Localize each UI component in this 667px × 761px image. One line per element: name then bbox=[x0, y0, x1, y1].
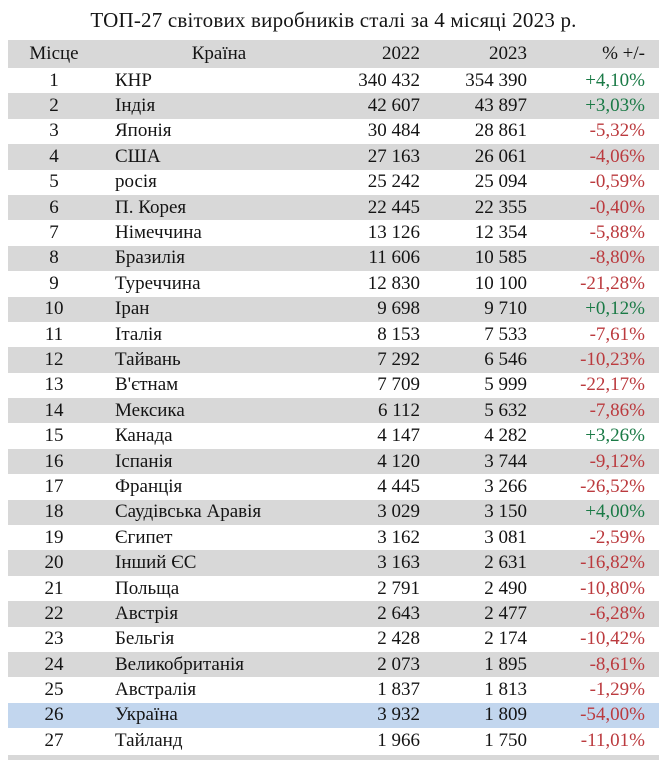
country-cell: Туреччина bbox=[115, 272, 201, 294]
value-2022-cell: 11 606 bbox=[368, 247, 420, 269]
place-cell: 23 bbox=[44, 628, 64, 650]
producers-table-wrap bbox=[8, 40, 659, 754]
percent-change-cell: -16,82% bbox=[580, 552, 645, 574]
header-row bbox=[8, 40, 659, 68]
country-cell: Мексика bbox=[115, 399, 185, 421]
country-cell: Іспанія bbox=[115, 450, 173, 472]
percent-change-cell: -9,12% bbox=[589, 450, 645, 472]
table-row bbox=[8, 170, 659, 195]
value-2022-cell: 3 029 bbox=[377, 501, 420, 523]
place-cell: 13 bbox=[44, 374, 64, 396]
column-header-place: Місце bbox=[8, 40, 100, 68]
value-2023-cell: 2 174 bbox=[484, 628, 527, 650]
place-cell: 19 bbox=[44, 526, 64, 548]
percent-change-cell: +4,10% bbox=[585, 69, 645, 91]
producers-table bbox=[8, 40, 659, 754]
country-cell: Бразилія bbox=[115, 247, 186, 269]
percent-change-cell: -5,32% bbox=[589, 120, 645, 142]
place-cell: 22 bbox=[44, 602, 64, 624]
table-row bbox=[8, 652, 659, 677]
percent-change-cell: -4,06% bbox=[589, 145, 645, 167]
value-2022-cell: 30 484 bbox=[367, 120, 420, 142]
table-row bbox=[8, 728, 659, 753]
value-2022-cell: 2 428 bbox=[377, 628, 420, 650]
value-2023-cell: 7 533 bbox=[484, 323, 527, 345]
table-row bbox=[8, 423, 659, 448]
table-row bbox=[8, 220, 659, 245]
country-cell: Великобританія bbox=[115, 653, 245, 675]
percent-change-cell: -7,86% bbox=[589, 399, 645, 421]
place-cell: 18 bbox=[44, 501, 64, 523]
value-2022-cell: 6 112 bbox=[377, 399, 420, 421]
place-cell: 25 bbox=[44, 679, 64, 701]
country-cell: Австралія bbox=[115, 679, 197, 701]
percent-change-cell: -6,28% bbox=[589, 602, 645, 624]
percent-change-cell: +0,12% bbox=[585, 298, 645, 320]
table-row bbox=[8, 474, 659, 499]
table-row bbox=[8, 525, 659, 550]
country-cell: Єгипет bbox=[115, 526, 173, 548]
table-row bbox=[8, 398, 659, 423]
table-row bbox=[8, 297, 659, 322]
percent-change-cell: -26,52% bbox=[580, 475, 645, 497]
value-2022-cell: 4 445 bbox=[377, 475, 420, 497]
value-2023-cell: 5 999 bbox=[484, 374, 527, 396]
place-cell: 6 bbox=[49, 196, 59, 218]
column-header-2023: 2023 bbox=[433, 40, 538, 68]
value-2023-cell: 3 744 bbox=[484, 450, 527, 472]
place-cell: 10 bbox=[44, 298, 64, 320]
country-cell: Канада bbox=[115, 425, 173, 447]
place-cell: 27 bbox=[44, 729, 64, 751]
value-2022-cell: 7 292 bbox=[377, 348, 420, 370]
table-row bbox=[8, 347, 659, 372]
column-header-country: Країна bbox=[100, 40, 338, 68]
place-cell: 1 bbox=[49, 69, 59, 91]
place-cell: 9 bbox=[49, 272, 59, 294]
value-2023-cell: 2 490 bbox=[484, 577, 527, 599]
percent-change-cell: -10,23% bbox=[580, 348, 645, 370]
percent-change-cell: -7,61% bbox=[589, 323, 645, 345]
percent-change-cell: -0,40% bbox=[589, 196, 645, 218]
value-2022-cell: 8 153 bbox=[377, 323, 420, 345]
value-2023-cell: 5 632 bbox=[484, 399, 527, 421]
value-2022-cell: 4 147 bbox=[377, 425, 420, 447]
value-2023-cell: 1 750 bbox=[484, 729, 527, 751]
value-2023-cell: 3 081 bbox=[484, 526, 527, 548]
place-cell: 15 bbox=[44, 425, 64, 447]
value-2022-cell: 25 242 bbox=[367, 171, 420, 193]
country-cell: В'єтнам bbox=[115, 374, 179, 396]
percent-change-cell: +3,03% bbox=[585, 95, 645, 117]
value-2022-cell: 12 830 bbox=[367, 272, 420, 294]
value-2023-cell: 28 861 bbox=[474, 120, 527, 142]
value-2023-cell: 354 390 bbox=[465, 69, 527, 91]
value-2022-cell: 42 607 bbox=[367, 95, 420, 117]
value-2023-cell: 2 477 bbox=[484, 602, 527, 624]
table-header bbox=[8, 40, 659, 68]
value-2023-cell: 10 585 bbox=[474, 247, 527, 269]
percent-change-cell: -2,59% bbox=[589, 526, 645, 548]
place-cell: 2 bbox=[49, 95, 59, 117]
percent-change-cell: -10,42% bbox=[580, 628, 645, 650]
value-2023-cell: 3 266 bbox=[484, 475, 527, 497]
country-cell: Тайланд bbox=[115, 729, 183, 751]
place-cell: 12 bbox=[44, 348, 64, 370]
country-cell: П. Корея bbox=[115, 196, 187, 218]
place-cell: 26 bbox=[44, 704, 64, 726]
table-row bbox=[8, 144, 659, 169]
country-cell: Франція bbox=[115, 475, 183, 497]
value-2022-cell: 7 709 bbox=[377, 374, 420, 396]
country-cell: Польща bbox=[115, 577, 180, 599]
country-cell: Інший ЄС bbox=[115, 552, 197, 574]
place-cell: 5 bbox=[49, 171, 59, 193]
value-2023-cell: 2 631 bbox=[484, 552, 527, 574]
place-cell: 17 bbox=[44, 475, 64, 497]
country-cell: Італія bbox=[115, 323, 162, 345]
place-cell: 24 bbox=[44, 653, 64, 675]
value-2023-cell: 4 282 bbox=[484, 425, 527, 447]
column-header-percent: % +/- bbox=[538, 40, 659, 68]
value-2022-cell: 1 837 bbox=[377, 679, 420, 701]
place-cell: 14 bbox=[44, 399, 64, 421]
table-body bbox=[8, 68, 659, 754]
value-2023-cell: 22 355 bbox=[474, 196, 527, 218]
place-cell: 4 bbox=[49, 145, 59, 167]
value-2022-cell: 1 966 bbox=[377, 729, 420, 751]
table-row bbox=[8, 322, 659, 347]
country-cell: Саудівська Аравія bbox=[115, 501, 262, 523]
table-row bbox=[8, 246, 659, 271]
table-row bbox=[8, 195, 659, 220]
value-2023-cell: 1 813 bbox=[484, 679, 527, 701]
country-cell: КНР bbox=[115, 69, 152, 91]
table-row bbox=[8, 703, 659, 728]
value-2022-cell: 3 163 bbox=[377, 552, 420, 574]
place-cell: 16 bbox=[44, 450, 64, 472]
country-cell: Японія bbox=[115, 120, 172, 142]
place-cell: 20 bbox=[44, 552, 64, 574]
country-cell: Україна bbox=[115, 704, 178, 726]
value-2023-cell: 26 061 bbox=[474, 145, 527, 167]
value-2022-cell: 9 698 bbox=[377, 298, 420, 320]
value-2022-cell: 340 432 bbox=[358, 69, 420, 91]
percent-change-cell: -8,61% bbox=[589, 653, 645, 675]
value-2023-cell: 43 897 bbox=[474, 95, 527, 117]
value-2022-cell: 2 791 bbox=[377, 577, 420, 599]
country-cell: Іран bbox=[115, 298, 150, 320]
table-row bbox=[8, 93, 659, 118]
percent-change-cell: -54,00% bbox=[580, 704, 645, 726]
table-row bbox=[8, 627, 659, 652]
value-2023-cell: 12 354 bbox=[474, 222, 527, 244]
value-2022-cell: 13 126 bbox=[367, 222, 420, 244]
value-2023-cell: 6 546 bbox=[484, 348, 527, 370]
table-row bbox=[8, 677, 659, 702]
percent-change-cell: -8,80% bbox=[589, 247, 645, 269]
percent-change-cell: -0,59% bbox=[589, 171, 645, 193]
percent-change-cell: -22,17% bbox=[580, 374, 645, 396]
country-cell: Бельгія bbox=[115, 628, 175, 650]
value-2023-cell: 3 150 bbox=[484, 501, 527, 523]
country-cell: Тайвань bbox=[115, 348, 181, 370]
value-2023-cell: 1 895 bbox=[484, 653, 527, 675]
page-title: ТОП-27 світових виробників сталі за 4 місяці 2023 р. bbox=[90, 8, 577, 32]
country-cell: Австрія bbox=[115, 602, 179, 624]
value-2023-cell: 9 710 bbox=[484, 298, 527, 320]
country-cell: росія bbox=[115, 171, 157, 193]
place-cell: 11 bbox=[44, 323, 64, 345]
table-edge-strip bbox=[8, 755, 659, 760]
table-row bbox=[8, 576, 659, 601]
value-2022-cell: 3 162 bbox=[377, 526, 420, 548]
place-cell: 8 bbox=[49, 247, 59, 269]
percent-change-cell: +4,00% bbox=[585, 501, 645, 523]
value-2022-cell: 27 163 bbox=[367, 145, 420, 167]
percent-change-cell: -1,29% bbox=[589, 679, 645, 701]
table-row bbox=[8, 68, 659, 93]
place-cell: 3 bbox=[49, 120, 59, 142]
value-2023-cell: 1 809 bbox=[484, 704, 527, 726]
table-row bbox=[8, 271, 659, 296]
percent-change-cell: -21,28% bbox=[580, 272, 645, 294]
percent-change-cell: -10,80% bbox=[580, 577, 645, 599]
value-2023-cell: 10 100 bbox=[474, 272, 527, 294]
country-cell: Індія bbox=[115, 95, 156, 117]
value-2022-cell: 22 445 bbox=[367, 196, 420, 218]
value-2022-cell: 2 643 bbox=[377, 602, 420, 624]
table-row bbox=[8, 550, 659, 575]
table-row bbox=[8, 601, 659, 626]
percent-change-cell: -5,88% bbox=[589, 222, 645, 244]
table-row bbox=[8, 119, 659, 144]
value-2023-cell: 25 094 bbox=[474, 171, 527, 193]
table-row bbox=[8, 373, 659, 398]
value-2022-cell: 4 120 bbox=[377, 450, 420, 472]
country-cell: США bbox=[115, 145, 161, 167]
country-cell: Німеччина bbox=[115, 222, 202, 244]
table-row bbox=[8, 449, 659, 474]
value-2022-cell: 2 073 bbox=[377, 653, 420, 675]
column-header-2022: 2022 bbox=[338, 40, 433, 68]
place-cell: 21 bbox=[44, 577, 64, 599]
percent-change-cell: -11,01% bbox=[580, 729, 645, 751]
value-2022-cell: 3 932 bbox=[377, 704, 420, 726]
percent-change-cell: +3,26% bbox=[585, 425, 645, 447]
table-row bbox=[8, 500, 659, 525]
place-cell: 7 bbox=[49, 222, 59, 244]
